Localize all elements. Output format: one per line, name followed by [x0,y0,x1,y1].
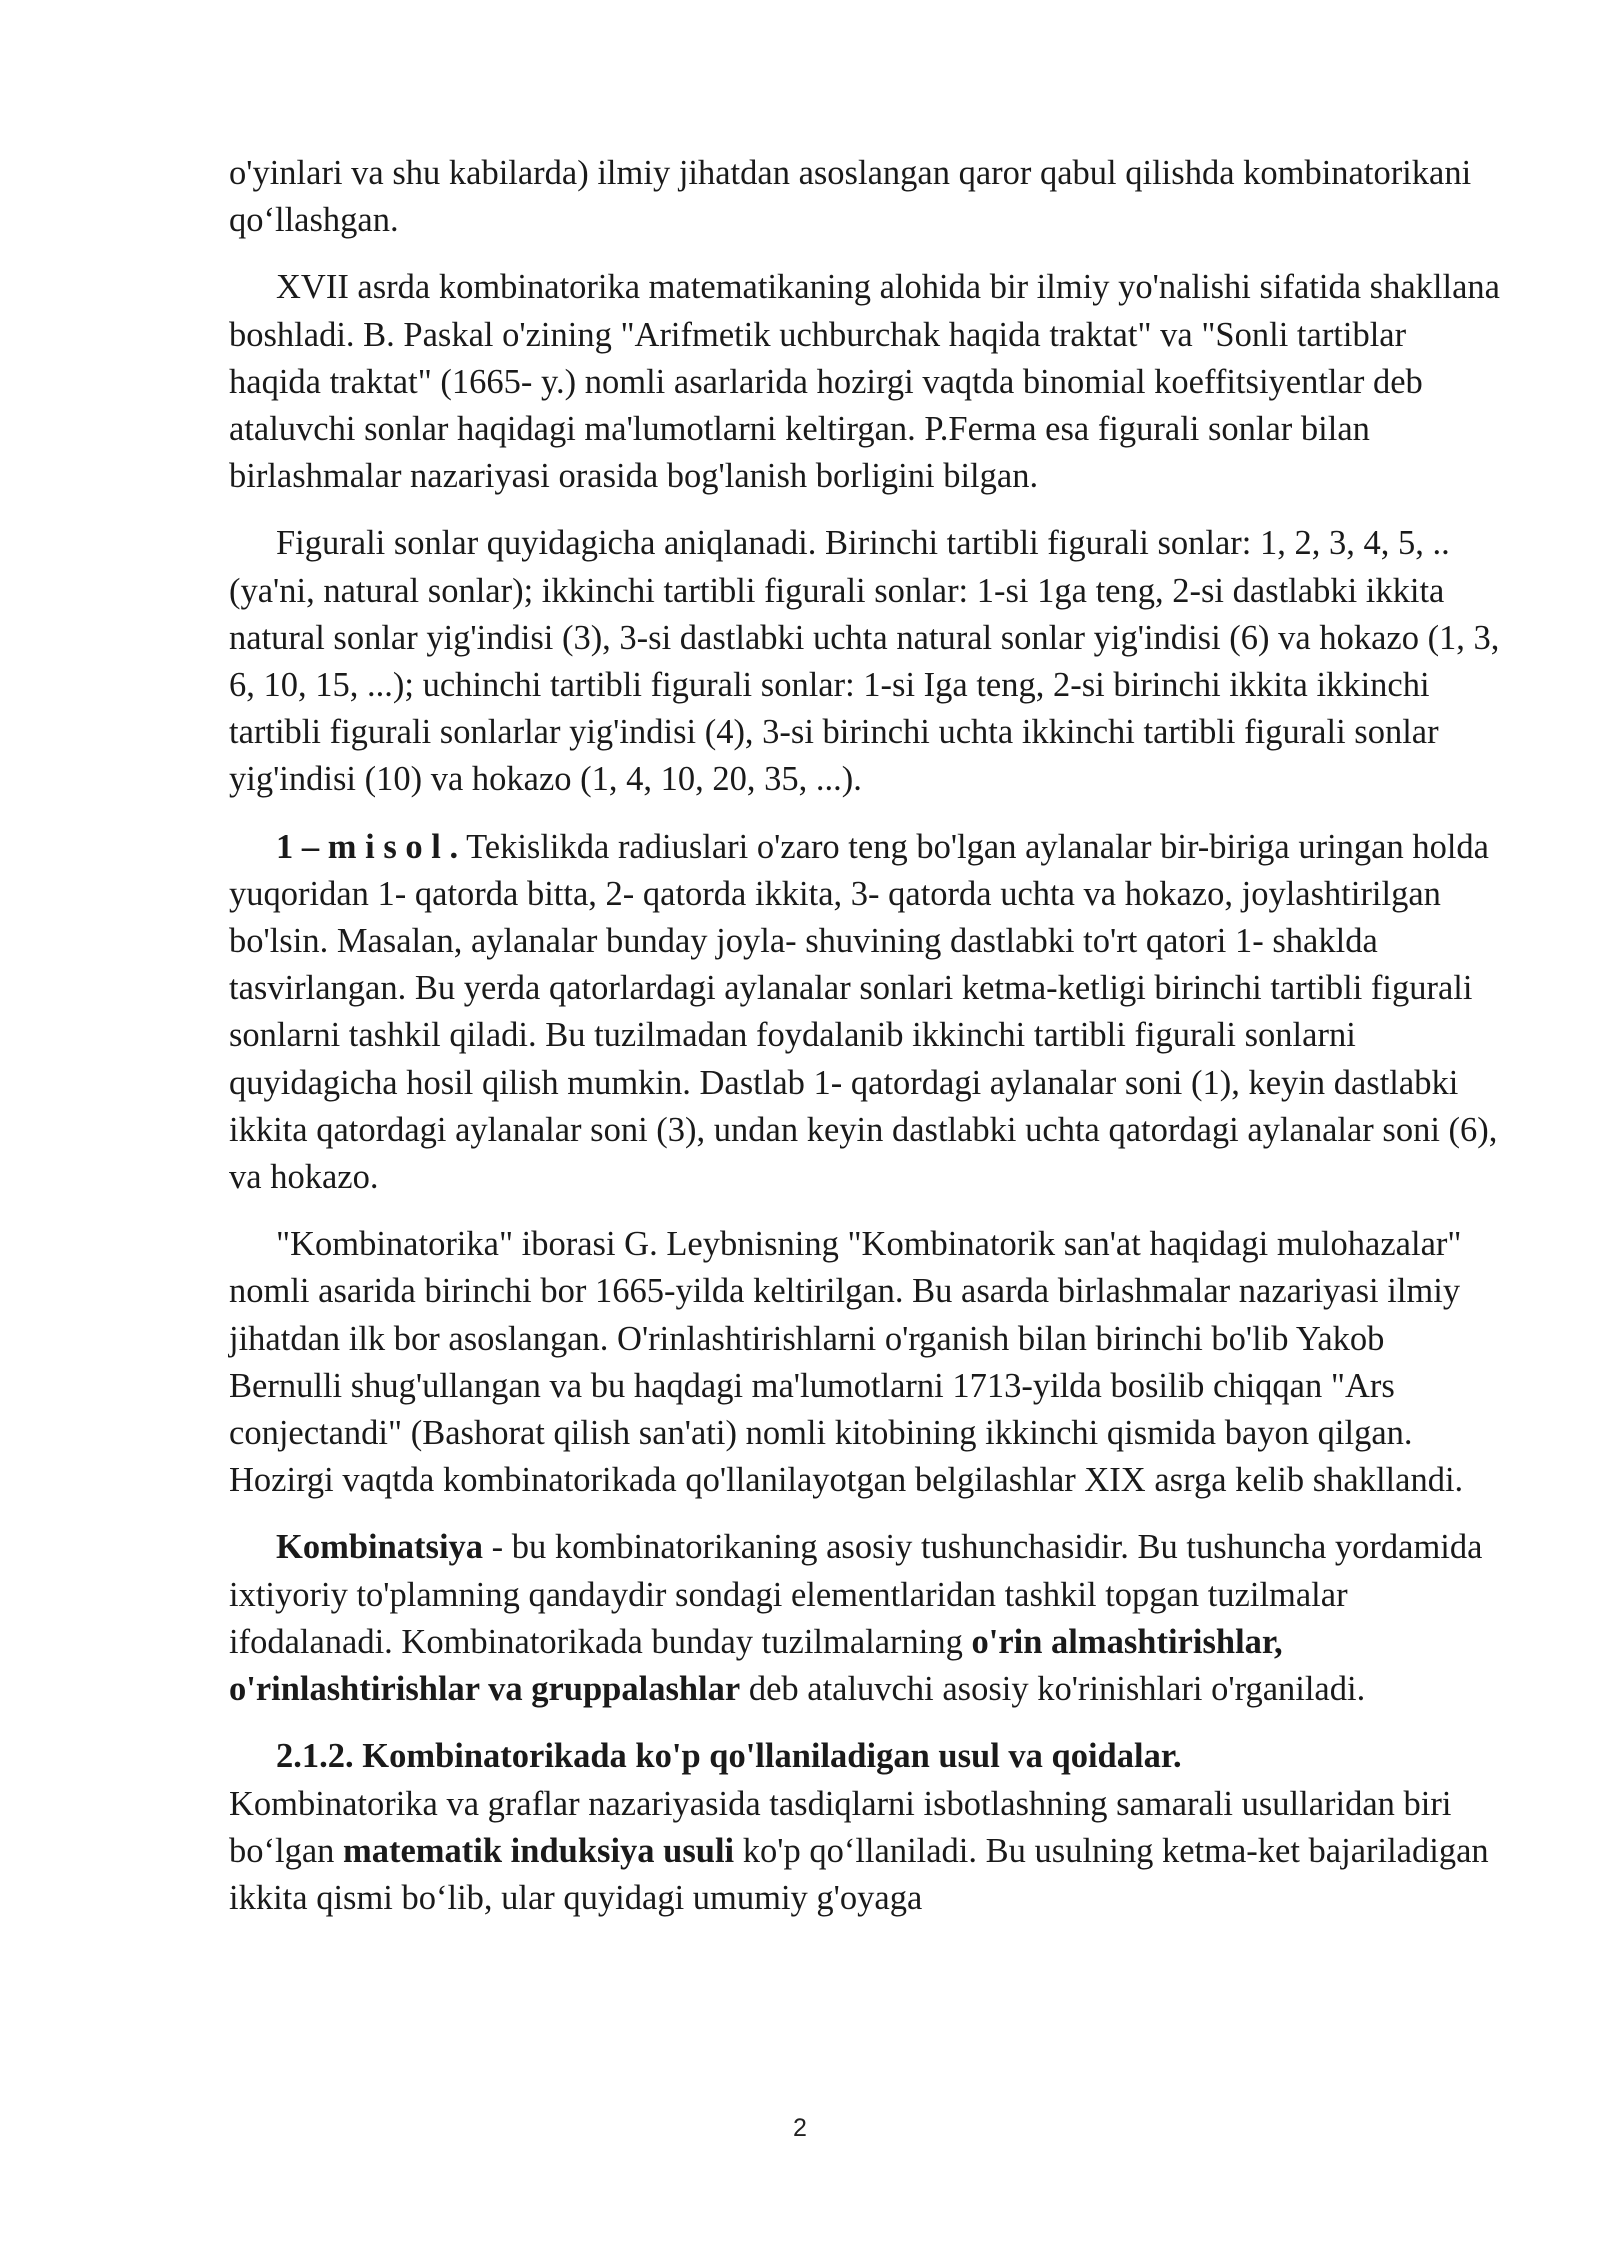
paragraph-section-2-1-2 [229,1733,1501,1922]
section-heading: 2.1.2. Kombinatorikada ko'p qo'llaniladigan usul va qoidalar. [276,1737,1182,1776]
paragraph-text: ko'p qo‘llaniladi. Bu usulning ketma-ket bajariladigan ikkita qismi bo‘lib, ular quyidagi umumiy g'oyaga [229,1831,1489,1917]
page-number: 2 [793,2114,807,2142]
paragraph-text: Tekislikda radiuslari o'zaro teng bo'lgan aylanalar bir-biriga uringan holda yuqoridan 1- qatorda bitta, 2- qatorda ikkita, 3- qatorda uchta va hokazo, joylashtirilgan bo'lsin. Masalan, aylanalar bunday joyla- shuvining dastlabki to'rt qatori 1- shaklda tasvirlangan. Bu yerda qatorlardagi aylanalar sonlari ketma-ketligi birinchi tartibli figurali sonlarni tashkil qiladi. Bu tuzilmadan foydalanib ikkinchi tartibli figurali sonlarni quyidagicha hosil qilish mumkin. Dastlab 1- qatordagi aylanalar soni (1), keyin dastlabki ikkita qatordagi aylanalar soni (3), undan keyin dastlabki uchta qatordagi aylanalar soni (6), va hokazo. [229,827,1498,1197]
paragraph-text: XVII asrda kombinatorika matematikaning alohida bir ilmiy yo'nalishi sifatida shakllana boshladi. B. Paskal o'zining "Arifmetik uchburchak haqida traktat" va "Sonli tartiblar haqida traktat" (1665- y.) nomli asarlarida hozirgi vaqtda binomial koeffitsiyentlar deb ataluvchi sonlar haqidagi ma'lumotlarni keltirgan. P.Ferma esa figurali sonlar bilan birlashmalar nazariyasi orasida bog'lanish borligini bilgan. [229,268,1500,496]
paragraph-leibniz [229,1221,1501,1504]
paragraph-history-paskal [229,264,1501,500]
document-body [229,150,1501,1922]
paragraph-continuation [229,150,1501,244]
paragraph-text: "Kombinatorika" iborasi G. Leybnisning "Kombinatorik san'at haqidagi mulohazalar" nomli asarida birinchi bor 1665-yilda keltirilgan. Bu asarda birlashmalar nazariyasi ilmiy jihatdan ilk bor asoslangan. O'rinlashtirishlarni o'rganish bilan birinchi bo'lib Yakob Bernulli shug'ullangan va bu haqdagi ma'lumotlarni 1713-yilda bosilib chiqqan "Ars conjectandi" (Bashorat qilish san'ati) nomli kitobining ikkinchi qismida bayon qilgan. Hozirgi vaqtda kombinatorikada qo'llanilayotgan belgilashlar XIX asrga kelib shakllandi. [229,1225,1464,1500]
bold-term-induction: matematik induksiya usuli [343,1831,735,1870]
paragraph-text: Figurali sonlar quyidagicha aniqlanadi. Birinchi tartibli figurali sonlar: 1, 2, 3, 4, 5, .. (ya'ni, natural sonlar); ikkinchi tartibli figurali sonlar: 1-si 1ga teng, 2-si dastlabki ikkita natural sonlar yig'indisi (3), 3-si dastlabki uchta natural sonlar yig'indisi (6) va hokazo (1, 3, 6, 10, 15, ...); uchinchi tartibli figurali sonlar: 1-si Iga teng, 2-si birinchi ikkita ikkinchi tartibli figurali sonlarlar yig'indisi (4), 3-si birinchi uchta ikkinchi tartibli figurali sonlar yig'indisi (10) va hokazo (1, 4, 10, 20, 35, ...). [229,524,1500,799]
paragraph-text: deb ataluvchi asosiy ko'rinishlari o'rganiladi. [740,1670,1366,1709]
paragraph-combination-definition [229,1524,1501,1713]
term-kombinatsiya: Kombinatsiya [276,1528,484,1567]
example-label: 1 – m i s o l . [276,827,459,866]
paragraph-text: - bu kombinatorikaning asosiy tushunchasidir. Bu tushuncha yordamida ixtiyoriy to'plamning qandaydir sondagi elementlaridan tashkil topgan tuzilmalar ifodalanadi. Kombinatorikada bunday tuzilmalarning [229,1528,1483,1661]
paragraph-example-1 [229,824,1501,1202]
paragraph-text: Kombinatorika va graflar nazariyasida tasdiqlarni isbotlashning samarali usullaridan biri bo‘lgan [229,1784,1452,1870]
bold-terms: o'rin almashtirishlar, o'rinlashtirishlar va gruppalashlar [229,1622,1283,1709]
paragraph-text: o'yinlari va shu kabilarda) ilmiy jihatdan asoslangan qaror qabul qilishda kombinatorikani qo‘llashgan. [229,154,1472,240]
paragraph-figurate-numbers [229,520,1501,803]
